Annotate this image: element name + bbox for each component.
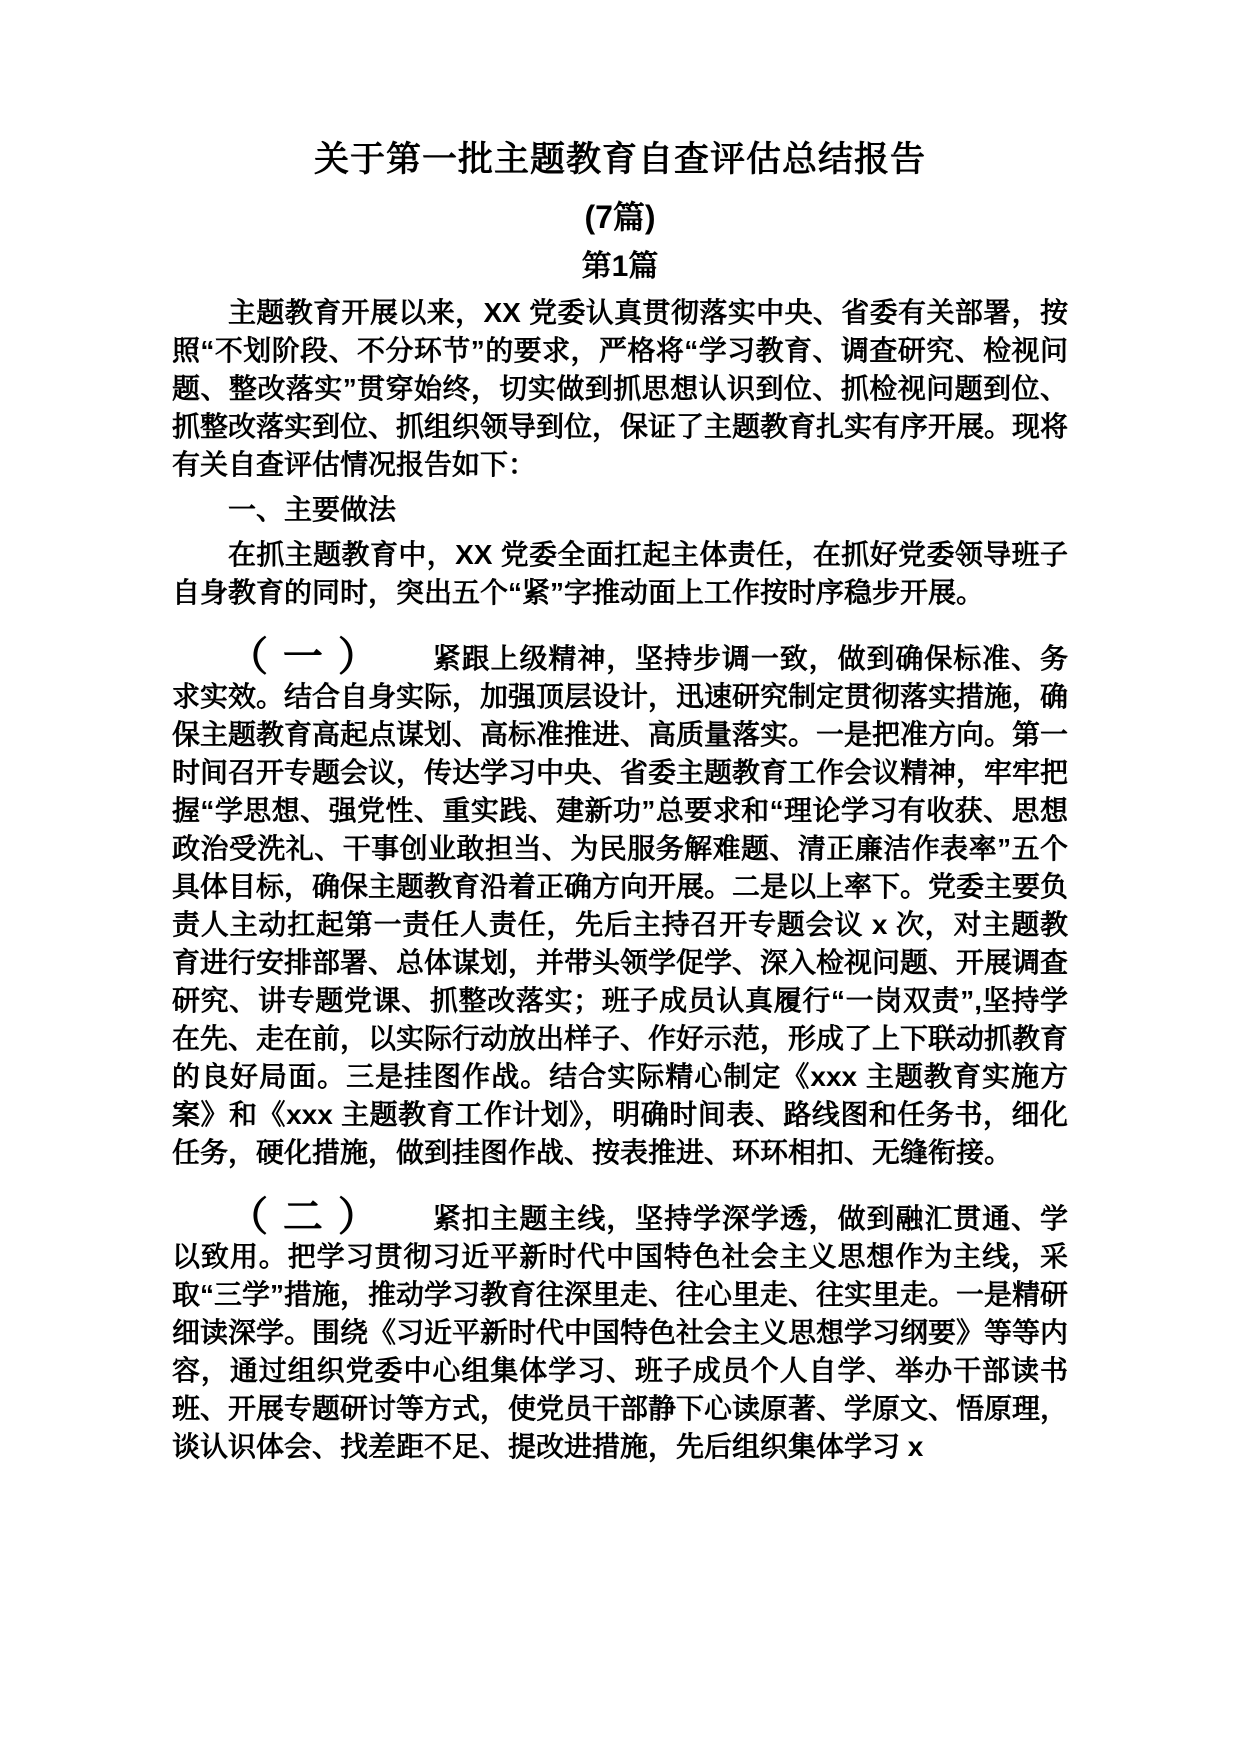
paragraph-overview: 在抓主题教育中，XX 党委全面扛起主体责任，在抓好党委领导班子自身教育的同时，突出五个“紧”字推动面上工作按时序稳步开展。 — [172, 538, 1068, 608]
item-2-number: （二） — [228, 1194, 393, 1239]
item-1-number: （一） — [228, 634, 393, 679]
paragraph-item-1 — [172, 634, 1069, 1172]
item-1-text: 紧跟上级精神，坚持步调一致，做到确保标准、务求实效。结合自身实际，加强顶层设计，迅速研究制定贯彻落实措施，确保主题教育高起点谋划、高标准推进、高质量落实。一是把准方向。第一时间召开专题会议，传达学习中央、省委主题教育工作会议精神，牢牢把握“学思想、强党性、重实践、建新功”总要求和“理论学习有收获、思想政治受洗礼、干事创业敢担当、为民服务解难题、清正廉洁作表率”五个具体目标，确保主题教育沿着正确方向开展。二是以上率下。党委主要负责人主动扛起第一责任人责任，先后主持召开专题会议 x 次，对主题教育进行安排部署、总体谋划，并带头领学促学、深入检视问题、开展调查研究、讲专题党课、抓整改落实；班子成员认真履行“一岗双责”,坚持学在先、走在前，以实际行动放出样子、作好示范，形成了上下联动抓教育的良好局面。三是挂图作战。结合实际精心制定《xxx 主题教育实施方案》和《xxx 主题教育工作计划》，明确时间表、路线图和任务书，细化任务，硬化措施，做到挂图作战、按表推进、环环相扣、无缝衔接。 — [172, 642, 1069, 1168]
document-subtitle: (7篇) — [584, 198, 656, 235]
item-2-text: 紧扣主题主线，坚持学深学透，做到融汇贯通、学以致用。把学习贯彻习近平新时代中国特色社会主义思想作为主线，采取“三学”措施，推动学习教育往深里走、往心里走、往实里走。一是精研细读深学。围绕《习近平新时代中国特色社会主义思想学习纲要》等等内容，通过组织党委中心组集体学习、班子成员个人自学、举办干部读书班、开展专题研讨等方式，使党员干部静下心读原著、学原文、悟原理，谈认识体会、找差距不足、提改进措施，先后组织集体学习 x — [172, 1202, 1069, 1462]
paragraph-item-2 — [172, 1194, 1069, 1466]
heading-main-practices: 一、主要做法 — [228, 493, 397, 525]
document-title: 关于第一批主题教育自查评估总结报告 — [313, 140, 926, 179]
section-heading: 第1篇 — [581, 250, 659, 284]
paragraph-intro: 主题教育开展以来，XX 党委认真贯彻落实中央、省委有关部署，按照“不划阶段、不分环节”的要求，严格将“学习教育、调查研究、检视问题、整改落实”贯穿始终，切实做到抓思想认识到位、抓检视问题到位、抓整改落实到位、抓组织领导到位，保证了主题教育扎实有序开展。现将有关自查评估情况报告如下： — [172, 296, 1069, 480]
